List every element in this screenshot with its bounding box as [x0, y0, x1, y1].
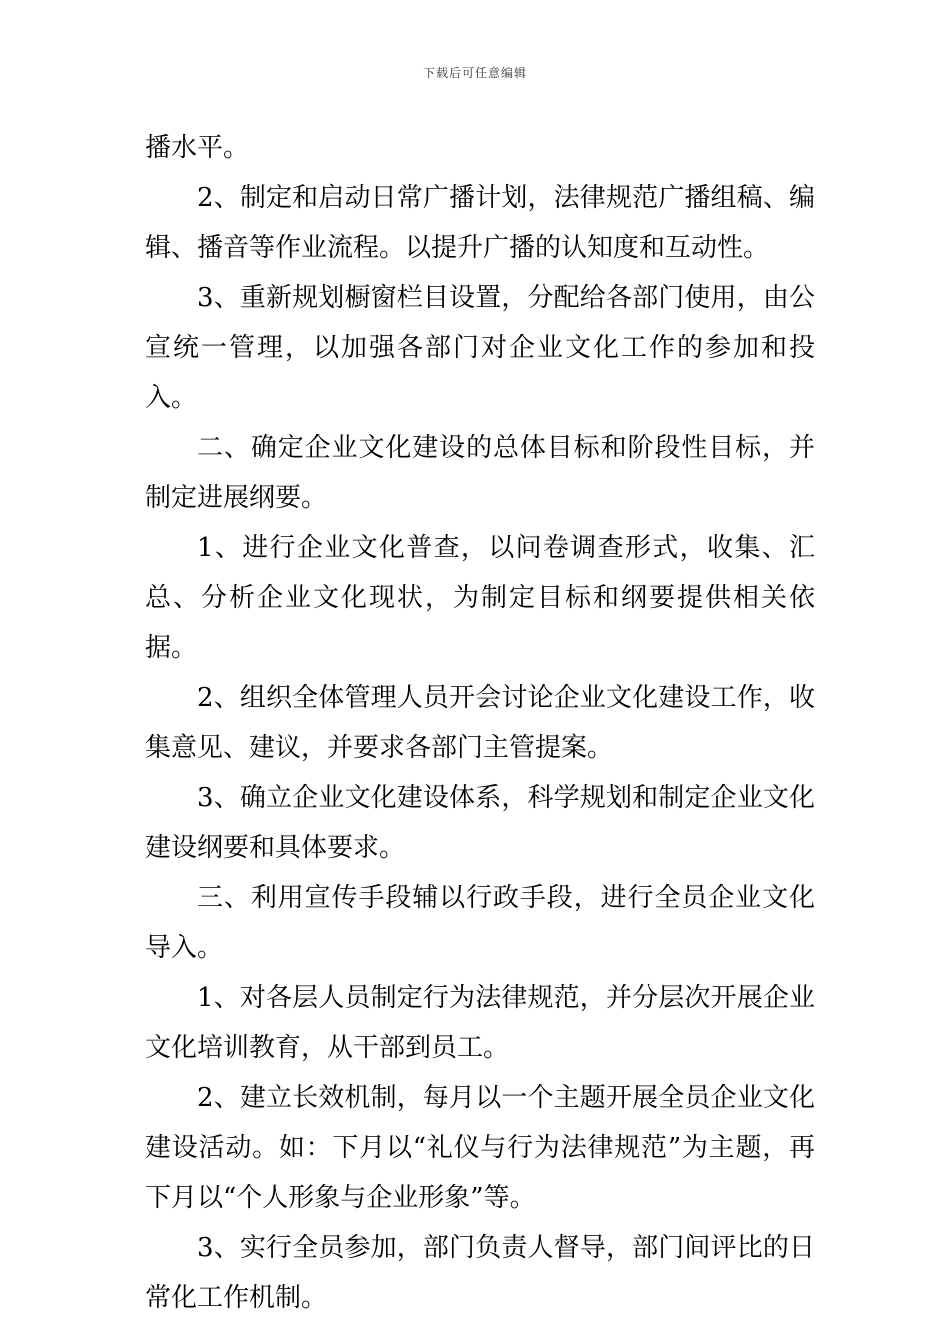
document-body	[145, 123, 815, 1323]
paragraph: 1、进行企业文化普查，以问卷调查形式，收集、汇总、分析企业文化现状，为制定目标和纲要提供相关依据。	[145, 533, 815, 663]
paragraph: 1、对各层人员制定行为法律规范，并分层次开展企业文化培训教育，从干部到员工。	[145, 983, 815, 1063]
paragraph: 2、建立长效机制，每月以一个主题开展全员企业文化建设活动。如：下月以“礼仪与行为法律规范”为主题，再下月以“个人形象与企业形象”等。	[145, 1083, 815, 1213]
paragraph: 2、组织全体管理人员开会讨论企业文化建设工作，收集意见、建议，并要求各部门主管提案。	[145, 683, 815, 763]
paragraph: 3、确立企业文化建设体系，科学规划和制定企业文化建设纲要和具体要求。	[145, 783, 815, 863]
paragraph: 3、实行全员参加，部门负责人督导，部门间评比的日常化工作机制。	[145, 1233, 815, 1313]
paragraph-continuation: 播水平。	[145, 133, 250, 163]
section-heading-2: 二、确定企业文化建设的总体目标和阶段性目标，并制定进展纲要。	[145, 433, 815, 513]
paragraph: 3、重新规划橱窗栏目设置，分配给各部门使用，由公宣统一管理，以加强各部门对企业文化工作的参加和投入。	[145, 283, 815, 413]
section-heading-3: 三、利用宣传手段辅以行政手段，进行全员企业文化导入。	[145, 883, 815, 963]
page-header: 下载后可任意编辑	[422, 66, 527, 80]
paragraph: 2、制定和启动日常广播计划，法律规范广播组稿、编辑、播音等作业流程。以提升广播的认知度和互动性。	[145, 183, 815, 263]
